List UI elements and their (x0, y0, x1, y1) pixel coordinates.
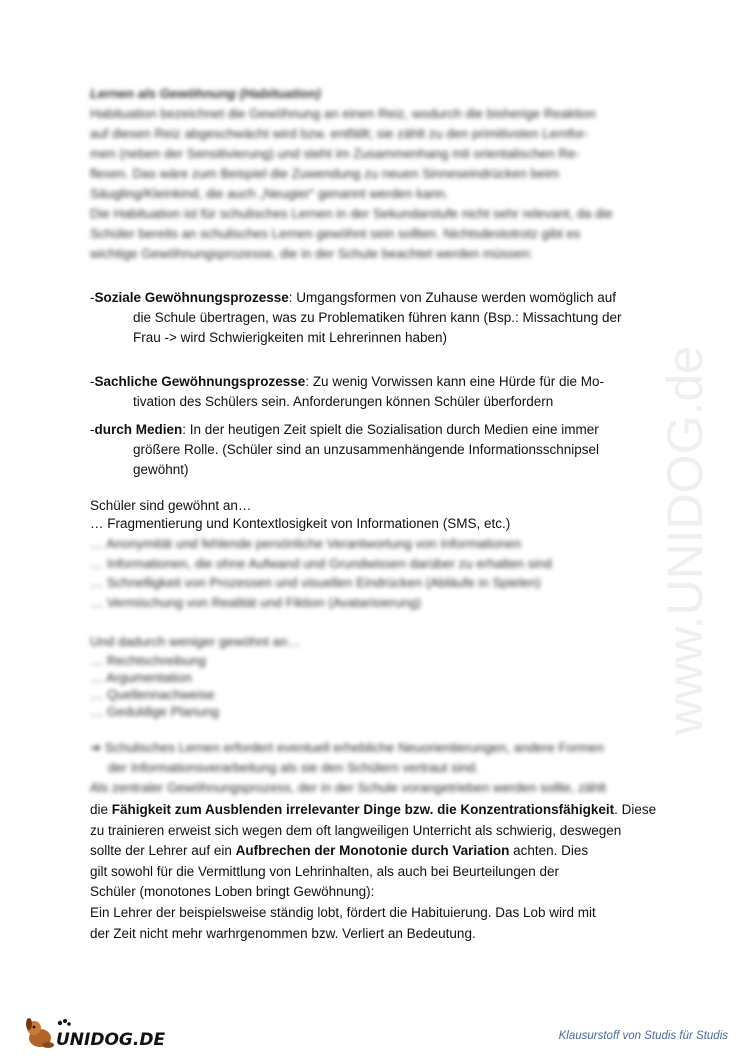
bullet-cont: die Schule übertragen, was zu Problematiken führen kann (Bsp.: Missachtung der (133, 310, 622, 325)
unidog-logo (22, 1012, 172, 1052)
bullet-title: Sachliche Gewöhnungsprozesse (94, 374, 306, 389)
blurred-line: Die Habituation ist für schulisches Lernen in der Sekundarstufe nicht sehr relevant, da die (90, 206, 613, 221)
bullet-media (90, 420, 599, 480)
blurred-line: … Anonymität und fehlende persönliche Verantwortung von Informationen (90, 536, 522, 551)
blurred-line: … Schnelligkeit von Prozessen und visuellen Eindrücken (Abläufe in Spielen) (90, 575, 541, 590)
final-text: sollte der Lehrer auf ein (90, 843, 236, 859)
final-line: der Zeit nicht mehr warhrgenommen bzw. Verliert an Bedeutung. (90, 925, 476, 941)
watermark-text: www.UNIDOG.de (657, 346, 713, 735)
final-line: gilt sowohl für die Vermittlung von Lehrinhalten, als auch bei Beurteilungen der (90, 863, 560, 879)
blurred-line: flexen. Das wäre zum Beispiel die Zuwendung zu neuen Sinneseindrücken beim (90, 166, 560, 181)
footer-tagline: Klausurstoff von Studis für Studis (558, 1030, 728, 1042)
bullet-dash: - (90, 374, 95, 389)
blurred-line: auf diesen Reiz abgeschwächt wird bzw. entfällt; sie zählt zu den primitivsten Lernfor- (90, 126, 589, 141)
blurred-line: … Vermischung von Realität und Fiktion (Avatarisierung) (90, 595, 422, 610)
final-line (90, 841, 656, 862)
final-line (90, 800, 656, 821)
final-text: . Diese (614, 802, 657, 817)
blurred-line: wichtige Gewöhnungsprozesse, die in der Schule beachtet werden müssen: (90, 246, 533, 261)
bullet-title: Soziale Gewöhnungsprozesse (94, 290, 289, 305)
blurred-line: … Informationen, die ohne Aufwand und Grundwissen darüber zu erhalten sind (90, 556, 552, 571)
blurred-line: Säugling/Kleinkind, die auch „Neugier“ genannt werden kann. (90, 186, 449, 201)
bullet-cont: größere Rolle. (Schüler sind an unzusammenhängende Informationsschnipsel (133, 442, 600, 457)
blurred-line: Schüler bereits an schulisches Lernen gewöhnt sein sollten. Nichtsdestotrotz gibt es (90, 226, 581, 241)
blurred-line: der Informationsverarbeitung als sie den Schülern vertraut sind. (108, 760, 479, 775)
blurred-line: Als zentraler Gewöhnungsprozess, der in der Schule vorangetrieben werden sollte, zählt (90, 780, 607, 795)
bullet-text: : Zu wenig Vorwissen kann eine Hürde für die Mo- (305, 374, 604, 389)
used-to-item: … Fragmentierung und Kontextlosigkeit von Informationen (SMS, etc.) (90, 516, 511, 531)
bullet-social (90, 288, 622, 348)
bullet-text: : In der heutigen Zeit spielt die Sozialisation durch Medien eine immer (182, 422, 599, 437)
blurred-line: … Argumentation (90, 670, 192, 685)
final-line: Ein Lehrer der beispielsweise ständig lobt, fördert die Habituierung. Das Lob wird mit (90, 904, 596, 920)
dog-icon (26, 1018, 54, 1048)
final-line: Schüler (monotones Loben bringt Gewöhnung): (90, 884, 375, 900)
final-text: achten. Dies (509, 843, 589, 859)
blurred-line: … Rechtschreibung (90, 653, 206, 668)
bullet-factual (90, 372, 604, 412)
blurred-heading: Lernen als Gewöhnung (Habituation) (90, 86, 321, 101)
bullet-title: durch Medien (94, 422, 183, 437)
final-line: zu trainieren erweist sich wegen dem oft langweiligen Unterricht als schwierig, deswegen (90, 822, 622, 838)
bullet-cont: gewöhnt) (133, 462, 189, 477)
blurred-line: … Quellennachweise (90, 687, 215, 702)
bullet-cont: Frau -> wird Schwierigkeiten mit Lehrerinnen haben) (133, 330, 448, 345)
bullet-dash: - (90, 422, 95, 437)
watermark (640, 270, 730, 740)
final-text: die (90, 802, 112, 817)
bullet-text: : Umgangsformen von Zuhause werden womöglich auf (288, 290, 616, 305)
final-bold: Fähigkeit zum Ausblenden irrelevanter Dinge bzw. die Konzentrationsfähigkeit (111, 802, 615, 817)
bullet-cont: tivation des Schülers sein. Anforderungen können Schüler überfordern (133, 394, 554, 409)
blurred-line: Und dadurch weniger gewöhnt an… (90, 634, 301, 649)
paw-icon (58, 1019, 71, 1026)
logo-text: UNIDOG.DE (56, 1030, 166, 1050)
bullet-dash: - (90, 290, 95, 305)
final-bold: Aufbrechen der Monotonie durch Variation (235, 843, 510, 859)
used-to-intro: Schüler sind gewöhnt an… (90, 498, 252, 513)
final-paragraph (90, 800, 656, 944)
blurred-line: men (neben der Sensitivierung) und steht im Zusammenhang mit orientalischen Re- (90, 146, 580, 161)
blurred-line: … Geduldige Planung (90, 704, 220, 719)
blurred-line: Habituation bezeichnet die Gewöhnung an einen Reiz, wodurch die bisherige Reaktion (90, 106, 596, 121)
blurred-line: ➔ Schulisches Lernen erfordert eventuell erhebliche Neuorientierungen, andere Formen (90, 740, 604, 755)
